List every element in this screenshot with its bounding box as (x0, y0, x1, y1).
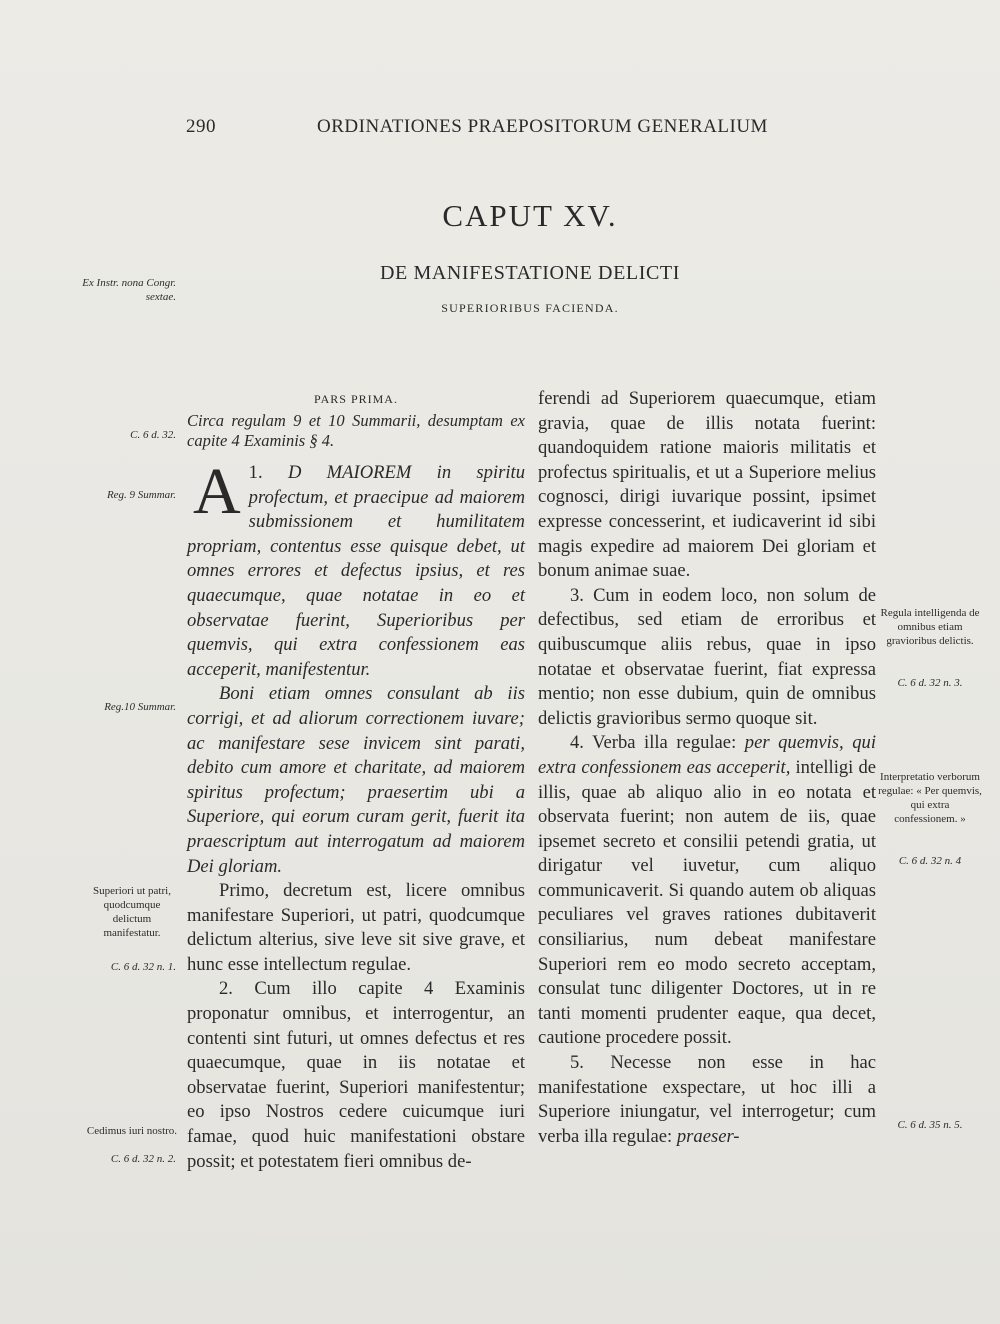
paragraph-2: Boni etiam omnes consulant ab iis corrigi, et ad aliorum correctionem iuvare; ac manifestare sese invicem sint parati, debito cum amore et charitate, ad maiorem spiritus profectum; praesertim ubi a Superiore, qui eorum curam gerit, fuerit ita praescriptum aut interrogatum ad maiorem Dei gloriam. (187, 683, 525, 877)
paragraph-6: 3. Cum in eodem loco, non solum de defectibus, sed etiam de erroribus et quibuscumque aliis rebus, quae in ipso notatae et observatae fuerint, fiat expressa mentio; non esse dubium, quin de omnibus delictis gravioribus sermo quoque sit. (538, 584, 876, 729)
paragraph-4: 2. Cum illo capite 4 Examinis proponatur omnibus, et interrogentur, an contenti sint futuri, ut omnes defectus et res quaecumque, quae in iis notatae et observatae fuerint, Superiori manifestentur; eo ipso Nostros cedere cuicumque iuri famae, quod huic manifestationi obstare possit; et potestatem fieri omnibus de- (187, 978, 525, 1172)
paragraph-7-lead: 4. Verba illa regulae: (570, 732, 745, 754)
paragraph-7-text: intelligi de illis, quae ab aliquo alio in eo notata et observata fuerint; non autem de iis, quae ipsemet secreto et consilii petendi gratia, ut dirigatur vel iuvetur, cum aliquo communicaverit. Si quando autem ob aliquas peculiares vel graves rationes dubitaverit consiliarius, num debeat manifestare Superiori rem eo modo secreto acceptam, consulat tunc diligenter Doctores, ut in re tanti momenti prudenter eaque, qua decet, cautione procedere possit. (538, 756, 876, 1049)
paragraph-number: 1. (248, 462, 263, 483)
margin-note-ref-2: C. 6 d. 32 n. 1. (110, 961, 176, 973)
margin-note-regula: Regula intelligenda de omnibus etiam gravioribus delictis. (880, 607, 980, 647)
margin-note-source: Ex Instr. nona Congr. sextae. (82, 277, 176, 303)
margin-note-superiori: Superiori ut patri, quodcumque delictum manifestatur. (93, 885, 171, 939)
chapter-title: DE MANIFESTATIONE DELICTI (379, 262, 681, 284)
margin-note-ref-6: C. 6 d. 35 n. 5. (897, 1119, 963, 1131)
paragraph-8 (538, 1051, 876, 1149)
margin-note-ref-5: C. 6 d. 32 n. 4 (898, 855, 962, 867)
drop-cap: A (193, 455, 241, 528)
chapter-subtitle: SUPERIORIBUS FACIENDA. (441, 301, 619, 315)
margin-note-reg-10: Reg.10 Summar. (104, 701, 176, 713)
margin-note-reg-9: Reg. 9 Summar. (106, 489, 176, 501)
paragraph-1-text: D MAIOREM in spiritu profectum, et praecipue ad maiorem submissionem et humilitatem propriam, contentus esse quisque debet, ut omnes errores et defectus ipsius, et res quaecumque, quae notatae in eo et observatae fuerint, Superioribus per quemvis, qui extra confessionem eas acceperit, manifestentur. (187, 462, 525, 680)
paragraph-1 (187, 455, 525, 682)
right-column (538, 387, 876, 1149)
running-title: ORDINATIONES PRAEPOSITORUM GENERALIUM (317, 116, 768, 137)
chapter-number: CAPUT XV. (442, 198, 618, 233)
left-column (187, 387, 525, 1174)
paragraph-7-quote: per quemvis, qui extra confessionem eas acceperit, (538, 732, 876, 778)
paragraph-5: ferendi ad Superiorem quaecumque, etiam gravia, quae de illis notata fuerint: quandoquidem ratione maioris militatis et profectus spiritualis, et ut a Superiore melius cognosci, dirigi iuvarique possint, ipsimet expresse concesserint, et iudicaverint id sibi magis expedire ad maiorem Dei gloriam et bonum animae suae. (538, 388, 876, 582)
paragraph-8-quote: praeser- (676, 1125, 740, 1147)
margin-note-ref-4: C. 6 d. 32 n. 3. (897, 677, 963, 689)
section-heading: PARS PRIMA. (314, 392, 398, 406)
paragraph-7 (538, 731, 876, 1051)
margin-note-interpretatio: Interpretatio verborum regulae: « Per quemvis, qui extra confessionem. » (878, 771, 982, 825)
page-number: 290 (186, 116, 216, 137)
section-source: Circa regulam 9 et 10 Summarii, desumptam ex capite 4 Examinis § 4. (187, 411, 525, 450)
margin-note-ref-1: C. 6 d. 32. (130, 429, 176, 441)
margin-note-ref-3: C. 6 d. 32 n. 2. (110, 1153, 176, 1165)
paragraph-8-text: 5. Necesse non esse in hac manifestatione exspectare, ut hoc illi a Superiore iniungatur, vel interrogetur; cum verba illa regulae: (538, 1052, 876, 1147)
margin-note-cedimus: Cedimus iuri nostro. (86, 1125, 178, 1137)
paragraph-3: Primo, decretum est, licere omnibus manifestare Superiori, ut patri, quodcumque delictum alterius, sive leve sit sive grave, et hunc esse intellectum regulae. (187, 880, 525, 975)
